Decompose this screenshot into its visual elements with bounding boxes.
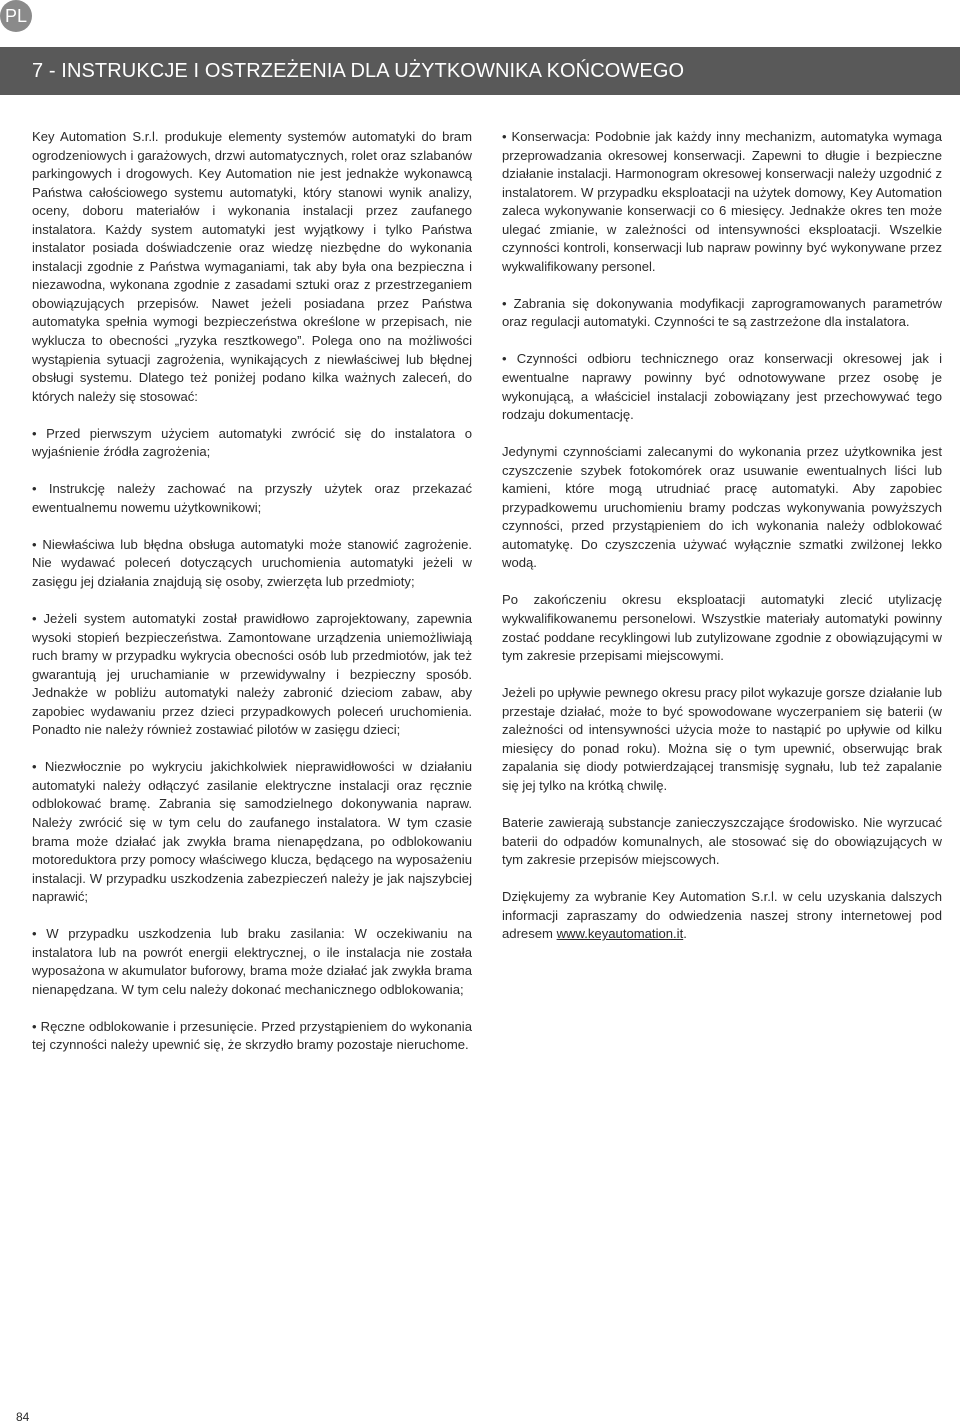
right-column — [502, 128, 942, 962]
bullet-first-use: • Przed pierwszym użyciem automatyki zwrócić się do instalatora o wyjaśnienie źródła zagrożenia; — [32, 425, 472, 460]
bullet-manual-release: • Ręczne odblokowanie i przesunięcie. Przed przystąpieniem do wykonania tej czynności należy upewnić się, że skrzydło bramy pozostaje nieruchome. — [32, 1018, 472, 1053]
bullet-documentation: • Czynności odbioru technicznego oraz konserwacji okresowej jak i ewentualne naprawy powinny być odnotowywane przez osobę je wykonującą, a właściciel instalacji zobowiązany jest przechowywać tego rodzaju dokumentację. — [502, 351, 942, 423]
closing-text: Dziękujemy za wybranie Key Automation S.r.l. w celu uzyskania dalszych informacji zapraszamy do odwiedzenia naszej strony internetowej pod adresem — [502, 889, 942, 942]
bullet-keep-instructions: • Instrukcję należy zachować na przyszły użytek oraz przekazać ewentualnemu nowemu użytkownikowi; — [32, 481, 472, 515]
intro-paragraph: Key Automation S.r.l. produkuje elementy systemów automatyki do bram ogrodzeniowych i garażowych, drzwi automatycznych, rolet oraz szlabanów parkingowych i drogowych. Key Automation nie jest jednakże wykonawcą Państwa całościowego systemu automatyki, który stanowi wynik analizy, oceny, doboru materiałów i wykonania instalacji przez zaufanego instalatora. Każdy system automatyki jest wyjątkowy i tylko Państwa instalator posiada doświadczenie oraz wiedzę niezbędne do wykonania instalacji zgodnie z Państwa wymaganiami, tak aby była ona bezpieczna i niezawodna, wykonana zgodnie z zasadami sztuki oraz z przestrzeganiem obowiązujących przepisów. Nawet jeżeli posiadana przez Państwa automatyka spełnia wymogi bezpieczeństwa określone w przepisach, nie wyklucza to obecności „ryzyka resztkowego”. Polega ono na możliwości wystąpienia sytuacji zagrożenia, wynikających z niewłaściwej lub błędnej obsługi systemu. Dlatego też poniżej podano kilka ważnych zaleceń, do których należy się stosować: — [32, 129, 472, 404]
section-title: 7 - INSTRUKCJE I OSTRZEŻENIA DLA UŻYTKOWNIKA KOŃCOWEGO — [32, 60, 685, 82]
bullet-no-modifications: • Zabrania się dokonywania modyfikacji zaprogramowanych parametrów oraz regulacji automatyki. Czynności te są zastrzeżone dla instalatora. — [502, 295, 942, 330]
left-column — [32, 128, 472, 1074]
bullet-power-failure: • W przypadku uszkodzenia lub braku zasilania: W oczekiwaniu na instalatora lub na powrót energii elektrycznej, o ile instalacja nie została wyposażona w akumulator buforowy, brama może działać jak zwykła brama nienapędzana. W tym celu należy dokonać mechanicznego odblokowania; — [32, 926, 472, 997]
language-badge: PL — [0, 0, 32, 32]
website-link[interactable]: www.keyautomation.it — [556, 926, 684, 942]
bullet-improper-use: • Niewłaściwa lub błędna obsługa automatyki może stanowić zagrożenie. Nie wydawać poleceń dotyczących uruchomienia automatyki jeżeli w zasięgu jej działania znajdują się osoby, zwierzęta lub przedmioty; — [32, 536, 472, 589]
bullet-malfunction: • Niezwłocznie po wykryciu jakichkolwiek nieprawidłowości w działaniu automatyki należy odłączyć zasilanie elektryczne instalacji oraz ręcznie odblokować bramę. Zabrania się samodzielnego dokonywania napraw. Należy zwrócić się w tym celu do zaufanego instalatora. W tym czasie brama może działać jak zwykła brama nienapędzana, po odblokowaniu motoreduktora przy pomocy właściwego klucza, będącego na wyposażeniu instalacji. W przypadku uszkodzenia zabezpieczeń należy je jak najszybciej naprawić; — [32, 759, 472, 905]
section-title-bar — [0, 47, 960, 95]
paragraph-user-cleaning: Jedynymi czynnościami zalecanymi do wykonania przez użytkownika jest czyszczenie szybek fotokomórek oraz usuwanie ewentualnych liści lub kamieni, które mogą utrudniać pracę automatyki. Aby zapobiec przypadkowemu uruchomieniu bramy podczas wykonywania powyższych czynności, przed przystąpieniem do ich wykonania należy odblokować automatykę. Do czyszczenia używać wyłącznie szmatki zwilżonej lekko wodą. — [502, 444, 942, 571]
page-number: 84 — [16, 1410, 30, 1424]
bullet-maintenance: • Konserwacja: Podobnie jak każdy inny mechanizm, automatyka wymaga przeprowadzania okresowej konserwacji. Zapewni to długie i bezpieczne działanie instalacji. Harmonogram okresowej konserwacji należy uzgodnić z instalatorem. W przypadku eksploatacji na użytek domowy, Key Automation zaleca wykonywanie konserwacji co 6 miesięcy. Jednakże okres ten może ulegać zmianie, w zależności od intensywności eksploatacji. Wszelkie czynności kontroli, konserwacji lub napraw powinny być wykonywane przez wykwalifikowany personel. — [502, 129, 942, 274]
bullet-safety-children: • Jeżeli system automatyki został prawidłowo zaprojektowany, zapewnia wysoki stopień bezpieczeństwa. Zamontowane urządzenia uniemożliwiają ruch bramy w przypadku wykrycia obecności osób lub przedmiotów, jak też gwarantują jej uruchamianie w przewidywalny i bezpieczny sposób. Jednakże w pobliżu automatyki należy zabronić dzieciom zabaw, aby zapobiec wydawaniu przez dzieci przypadkowych poleceń uruchomienia. Ponadto nie należy również zostawiać pilotów w zasięgu dzieci; — [32, 611, 472, 738]
paragraph-remote-battery: Jeżeli po upływie pewnego okresu pracy pilot wykazuje gorsze działanie lub przestaje działać, może to być spowodowane wyczerpaniem się baterii (w zależności od intensywności użycia może to nastąpić po upływie od kilku miesięcy do ponad roku). Można się o tym upewnić, obserwując brak zapalania się diody potwierdzającej transmisję sygnału, lub też zapalanie się jej tylko na krótką chwilę. — [502, 685, 942, 793]
paragraph-disposal: Po zakończeniu okresu eksploatacji automatyki zlecić utylizację wykwalifikowanemu personelowi. Wszystkie materiały automatyki powinny zostać poddane recyklingowi lub zutylizowane zgodnie z obowiązującymi w tym zakresie przepisami miejscowymi. — [502, 592, 942, 664]
paragraph-battery-disposal: Baterie zawierają substancje zanieczyszczające środowisko. Nie wyrzucać baterii do odpadów komunalnych, ale stosować się do obowiązujących w tym zakresie przepisów miejscowych. — [502, 814, 942, 868]
closing-suffix: . — [683, 926, 687, 942]
paragraph-closing — [502, 888, 942, 944]
